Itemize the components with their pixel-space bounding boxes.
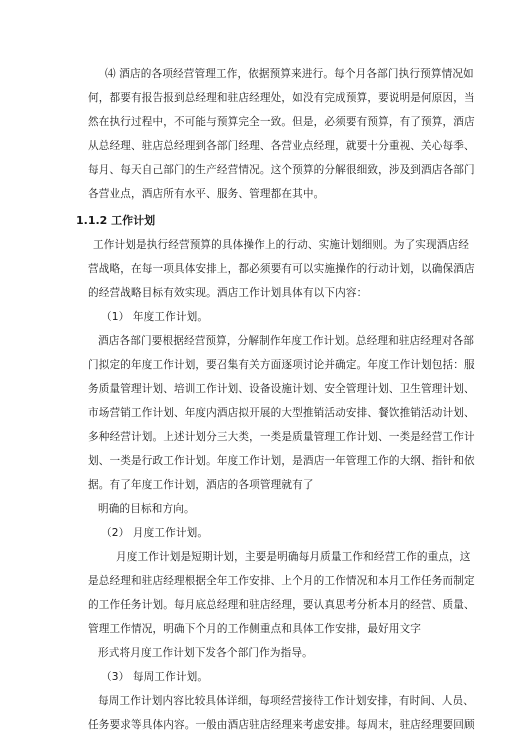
section-heading: 1.1.2 工作计划: [76, 214, 156, 227]
list-item-title: （3） 每周工作计划。: [101, 671, 209, 683]
paragraph-line: 管理工作情况，明确下个月的工作侧重点和具体工作安排，最好用文字: [88, 623, 422, 635]
paragraph-line: 从总经理、驻店总经理到各部门经理、各营业点经理，就要十分重视、关心每季、: [88, 140, 475, 152]
paragraph-line: 务质量管理计划、培训工作计划、设备设施计划、安全管理计划、卫生管理计划、: [88, 383, 475, 395]
paragraph-line: 任务要求等具体内容。一般由酒店驻店经理来考虑安排。每周末，驻店经理要回顾: [88, 719, 475, 731]
paragraph-line: 的经营战略目标有效实现。酒店工作计划具体有以下内容：: [88, 287, 368, 299]
paragraph-line: 月度工作计划是短期计划，主要是明确每月质量工作和经营工作的重点，这: [116, 551, 471, 563]
paragraph-line: 划、一类是行政工作计划。年度工作计划，是酒店一年管理工作的大纲、指针和依: [88, 455, 475, 467]
paragraph-line: 据。有了年度工作计划，酒店的各项管理就有了: [88, 479, 314, 491]
list-item-title: （1） 年度工作计划。: [101, 311, 209, 323]
paragraph-line: 的工作任务计划。每月底总经理和驻店经理，要认真思考分析本月的经营、质量、: [88, 599, 475, 611]
paragraph-line: 市场营销工作计划、年度内酒店拟开展的大型推销活动安排、餐饮推销活动计划、: [88, 407, 475, 419]
paragraph-line: 然在执行过程中，不可能与预算完全一致。但是，必须要有预算，有了预算，酒店: [88, 116, 475, 128]
paragraph-line: 何，都要有报告报到总经理和驻店经理处，如没有完成预算，要说明是何原因，当: [88, 92, 475, 104]
paragraph-line: 酒店各部门要根据经营预算，分解制作年度工作计划。总经理和驻店经理对各部: [98, 335, 475, 347]
paragraph-line: 每周工作计划内容比较具体详细，每项经营接待工作计划安排，有时间、人员、: [98, 695, 475, 707]
paragraph-line: ⑷ 酒店的各项经营管理工作，依据预算来进行。每个月各部门执行预算情况如: [105, 68, 474, 80]
paragraph-line: 工作计划是执行经营预算的具体操作上的行动、实施计划细则。为了实现酒店经: [93, 239, 470, 251]
paragraph-line: 明确的目标和方向。: [98, 503, 195, 515]
list-item-title: （2） 月度工作计划。: [101, 527, 209, 539]
paragraph-line: 是总经理和驻店经理根据全年工作安排、上个月的工作情况和本月工作任务而制定: [88, 575, 475, 587]
paragraph-line: 形式将月度工作计划下发各个部门作为指导。: [98, 647, 313, 659]
paragraph-line: 营战略，在每一项具体安排上，都必须要有可以实施操作的行动计划，以确保酒店: [88, 263, 475, 275]
paragraph-line: 每月、每天自己部门的生产经营情况。这个预算的分解很细致，涉及到酒店各部门: [88, 164, 475, 176]
paragraph-line: 各营业点，酒店所有水平、服务、管理都在其中。: [88, 188, 325, 200]
paragraph-line: 多种经营计划。上述计划分三大类，一类是质量管理工作计划、一类是经营工作计: [88, 431, 475, 443]
paragraph-line: 门拟定的年度工作计划，要召集有关方面逐项讨论并确定。年度工作计划包括：服: [88, 359, 475, 371]
